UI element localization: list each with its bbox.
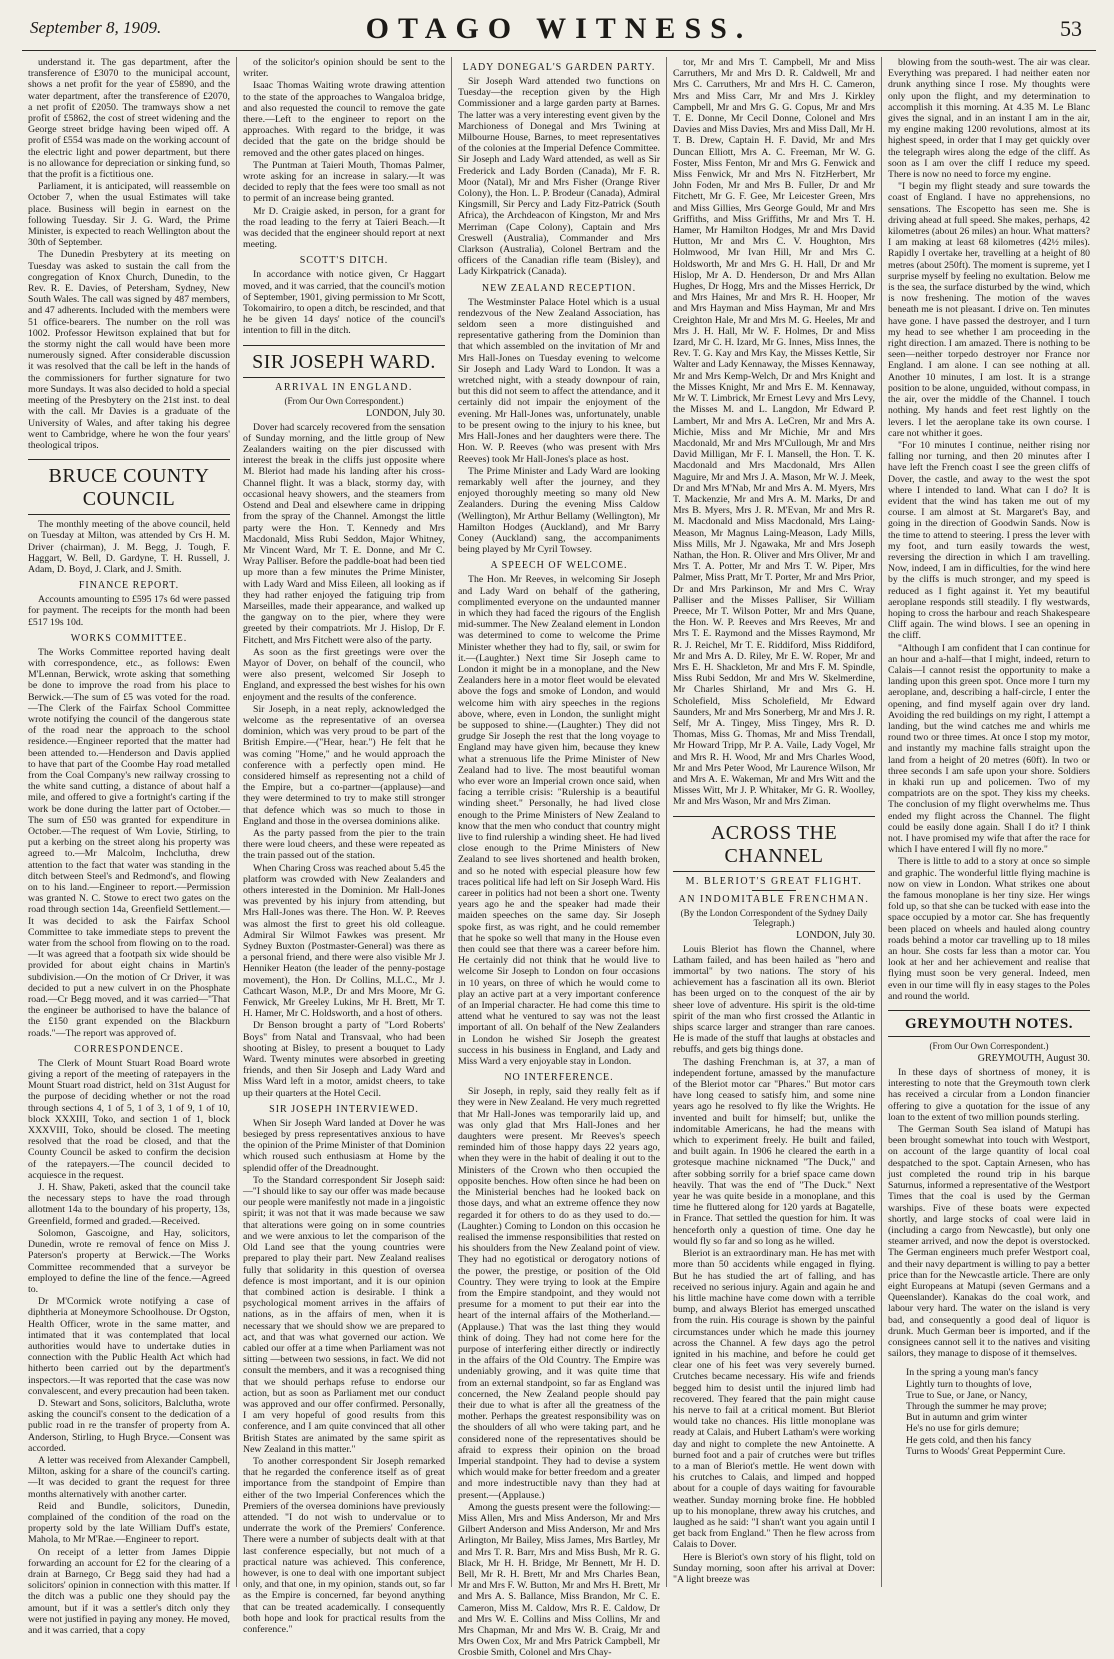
article-paragraph: blowing from the south-west. The air was clear. Everything was prepared. I had neither eaten nor drunk anything since I rose. My thoughts were only upon the flight, and my determination to accomplish it this morning. At 4.35 M. Le Blanc gives the signal, and in an instant I am in the air, my engine making 1200 revolutions, almost at its highest speed, in order that I may get quickly over the telegraph wires along the edge of the cliff. As soon as I am over the cliff I reduce my speed. There is now no need to force my engine. [888,57,1090,181]
column-3 [452,57,667,1659]
headline-text: GREYMOUTH NOTES. [904,1016,1074,1033]
article-paragraph: On receipt of a letter from James Dippie forwarding an account for £2 for the clearing of a drain at Barnego, Cr Begg said they had had a solicitors' opinion in connection with this matter. If the ditch was a public one they should pay the amount, but if it was a settler's ditch only they were not justified in paying any money. He moved, and it was carried, that a copy [28,1546,230,1636]
byline: (From Our Own Correspondent.) [284,395,404,406]
article-paragraph: Accounts amounting to £595 17s 6d were passed for payment. The receipts for the month had been £517 19s 10d. [28,594,230,628]
section-heading: A SPEECH OF WELCOME. [490,560,628,572]
article-paragraph: Sir Joseph Ward attended two functions on Tuesday—the reception given by the High Commissioner and a large garden party at Barnes. The latter was a very interesting event given by the Marchioness of Donegal and Mrs Twining at Milbourne House, Barnes, to meet representatives of the colonies at the Imperial Defence Committee. Sir Joseph and Lady Ward attended, as well as Sir Frederick and Lady Borden (Canada), Mr F. R. Moor (Natal), Mr and Mrs Fisher (Orange River Colony), the Hon. L. P. Brodeur (Canada), Admiral Kingsmill, Sir Percy and Lady Fitz-Patrick (South Africa), the Archdeacon of Kingston, Mr and Mrs Merriman (Cape Colony), Captain and Mrs Creswell (Australia), Commander and Mrs Clarkson (Australia), Colonel Bertram and the officers of the Canadian rifle team (Bisley), and Lady Kirkpatrick (Canada). [458,76,660,278]
section-heading: LADY DONEGAL'S GARDEN PARTY. [462,62,656,73]
article-paragraph: Dr M'Cormick wrote notifying a case of diphtheria at Moneymore Schoolhouse. Dr Ogston, Health Officer, wrote in the same matter, and intimated that it was contemplated that local authorities would have to undertake duties in connection with the Public Health Act which had hitherto been carried out by the department's inspectors.—It was reported that the case was now convalescent, and every precaution had been taken. [28,1296,230,1397]
verse-line: He's no use for girls demure; [906,1423,1020,1435]
section-heading: CORRESPONDENCE. [74,1043,184,1055]
verse-line: Through the summer he may prove; [906,1400,1047,1412]
article-paragraph: The Prime Minister and Lady Ward are looking remarkably well after the journey, and they enjoyed thoroughly meeting so many old New Zealanders. During the evening Miss Caldow (Wellington), Mr Arthur Bellamy (Wellington), Mr Hamilton Hodges (Auckland), and Mr Barry Coney (Auckland) sang, the accompaniments being played by Mr Cyril Towsey. [458,465,660,556]
subheading: AN INDOMITABLE FRENCHMAN. [678,893,870,905]
article-paragraph: To another correspondent Sir Joseph remarked that he regarded the conference itself as of great importance from the standpoint of Empire than either of the two Imperial Conferences which the Premiers of the oversea dominions have previously attended. "I do not wish to undervalue or to underrate the work of the Premiers' Conference. There were a number of subjects dealt with at that last conference especially, but not much of a practical nature was achieved. This conference, however, is one to deal with one important subject only, and that one, in my opinion, stands out, so far as the Empire is concerned, far beyond anything that can be treated academically. I consequently both hope and look for practical results from the conference." [243,1455,445,1635]
article-paragraph: The Clerk of Mount Stuart Road Board wrote giving a report of the meeting of ratepayers in the Mount Stuart road district, held on 31st August for the purpose of deciding whether or not the road through sections 4, 1 of 5, 1 of 3, 1 of 9, 1 of 10, block XXXIII, Toko, and section 1 of 1, block XXXVIII, Toko, should be closed. The meeting resolved that the road be closed, and that the County Council be asked to confirm the decision of the ratepayers.—The council decided to acquiesce in the request. [28,1057,230,1181]
article-paragraph: D. Stewart and Sons, solicitors, Balclutha, wrote asking the council's consent to the dedication of a public road in re the transfer of property from A. Anderson, Stirling, to Hugh Bryce.—Consent was accorded. [28,1397,230,1454]
article-paragraph: The Westminster Palace Hotel which is a usual rendezvous of the New Zealand Association, has seldom seen a more distinguished and representative gathering from the Dominion than that which assembled on the invitation of Mr and Mrs Hall-Jones on Tuesday evening to welcome Sir Joseph and Lady Ward to London. It was a wretched night, with a steady downpour of rain, but this did not seem to affect the attendance, and it certainly did not impair the enjoyment of the evening. Mr Hall-Jones was, unfortunately, unable to be present owing to the injury to his knee, but Mrs Hall-Jones and her daughters were there. The Hon. W. P. Reeves (who was present with Mrs Reeves) took Mr Hall-Jones's place as host. [458,296,660,465]
article-paragraph: Parliament, it is anticipated, will reassemble on October 7, when the usual Estimates will take place. Business will begin in earnest on the following Tuesday. Sir J. G. Ward, the Prime Minister, is expected to reach Wellington about the 30th of September. [28,181,230,249]
article-paragraph: Sir Joseph, in reply, said they really felt as if they were in New Zealand. He very much regretted that Mr Hall-Jones was temporarily laid up, and was only glad that Mrs Hall-Jones and her daughters were present. Mr Reeves's speech reminded him of those happy days 22 years ago, when they were in the habit of dealing it out to the Ministers of the Crown who then occupied the opposite benches. How often since he had been on the Ministerial benches had he looked back on those days, and what an extreme offence they now regarded it for others to do as they used to do.—(Laughter.) Coming to London on this occasion he realised the immense responsibilities that rested on his shoulders from the New Zealand point of view. They had no egotistical or derogatory notions of the power, the prestige, or position of the Old Country. They were trying to look at the Empire from the Empire standpoint, and they would not presume for a moment to put their ear into the heart of the internal affairs of the Motherland.—(Applause.) That was the last thing they would think of doing. They had not come here for the purpose of interfering either directly or indirectly in the affairs of the Old Country. The Empire was undeniably growing, and it was quite time that from an external standpoint, so far as England was concerned, the New Zealand people should pay their due to what is after all the greatness of the mother. Perhaps the greatest responsibility was on the shoulders of all who were taking part, and he considered none of the representatives should be afraid to express their opinion on the broad Imperial standpoint. They had to devise a system which would make for better freedom and a greater and more indestructible navy than they had at present.—(Applause.) [458,1086,660,1501]
article-paragraph: The Puntman at Taieri Mouth, Thomas Palmer, wrote asking for an increase in salary.—It was decided to reply that the fees were too small as not to permit of an increase being granted. [243,159,445,205]
article-paragraph: Mr D. Craigie asked, in person, for a grant for the road leading to the ferry at Taieri Beach.—It was decided that the engineer should report at next meeting. [243,205,445,251]
article-paragraph: Solomon, Gascoigne, and Hay, solicitors, Dunedin, wrote re removal of fence on Miss J. Paterson's property at Berwick.—The Works Committee recommended that a surveyor be employed to define the line of the fence.—Agreed to. [28,1227,230,1295]
column-1 [22,57,237,1636]
article-headline [243,345,445,378]
subheading: M. BLERIOT'S GREAT FLIGHT. [685,875,863,887]
article-paragraph: To the Standard correspondent Sir Joseph said:—"I should like to say our offer was made because our people were manifestly not made in a jingoistic spirit; it was not that it was made because we saw that alterations were going on in some countries and we were anxious to let the comparison of the Old Land see that the young countries were prepared to play their part. New Zealand realises fully that solidarity in this question of oversea defence is most important, and it is our opinion that combined action is desirable. I think a psychological moment arrives in the affairs of nations, as in the affairs of men, when it is necessary that we should show we are prepared to act, and that was what governed our action. We cabled our offer at a time when Parliament was not sitting —between two sessions, in fact. We did not consult the members, and it was a recognised thing that we should perhaps refuse to endorse our action, but as soon as Parliament met our conduct was approved and our offer confirmed. Personally, I am very hopeful of good results from this conference, and I am quite convinced that all other British States are animated by the same spirit as New Zealand in this matter." [243,1174,445,1455]
article-paragraph: In accordance with notice given, Cr Haggart moved, and it was carried, that the council's motion of September, 1901, giving permission to Mr Scott, Tokomairiro, to open a ditch, be rescinded, and that he be given 14 days' notice of the council's intention to fill in the ditch. [243,269,446,337]
section-heading: SIR JOSEPH INTERVIEWED. [269,1103,419,1115]
divider [752,890,796,891]
article-paragraph: of the solicitor's opinion should be sent to the writer. [243,57,445,80]
advertisement-verse [888,1367,1090,1457]
masthead [22,6,1096,51]
section-heading: NEW ZEALAND RECEPTION. [481,282,637,294]
article-paragraph: Reid and Bundle, solicitors, Dunedin, complained of the condition of the road on the property sold by the late William Duff's estate, Mahola, to Mr M'Rae.—Engineer to report. [28,1500,230,1546]
article-paragraph: Dr Benson brought a party of "Lord Roberts' Boys" from Natal and Transvaal, who had been shooting at Bisley, to present a bouquet to Lady Ward. Twenty minutes were absorbed in greeting friends, and then Sir Joseph and Lady Ward and Miss Ward left in a motor, amidst cheers, to take up their quarters at the Hotel Cecil. [243,1020,445,1099]
article-paragraph: The monthly meeting of the above council, held on Tuesday at Milton, was attended by Crs H. M. Driver (chairman), J. M. Begg, J. Tough, F. Haggart, W. Bell, D. Gardyne, T. H. Russell, J. Adam, D. Boyd, J. Clark, and J. Smith. [28,519,230,575]
subheading: ARRIVAL IN ENGLAND. [275,381,413,393]
newspaper-title: OTAGO WITNESS. [365,12,753,45]
article-paragraph: "Although I am confident that I can continue for an hour and a-half—that I might, indeed, return to Calais—I cannot resist the opportunity to make a landing upon this green spot. Once more I turn my aeroplane, and, describing a half-circle, I enter the opening, and find myself again over dry land. Avoiding the red buildings on my right, I attempt a landing, but the wind catches me and whirls me round two or three times. At once I stop my motor, and instantly my machine falls straight upon the land from a height of 20 metres (60ft). In two or three seconds I am safe upon your shore. Soldiers in khaki run up and policemen. Two of my compatriots are on the spot. They kiss my cheeks. The conclusion of my flight overwhelms me. Thus ended my flight across the Channel. The flight could be easily done again. Shall I do it? I think not. I have promised my wife that after the race for which I have entered I will fly no more." [888,642,1090,856]
headline-text: SIR JOSEPH WARD. [252,350,436,373]
article-paragraph: When Sir Joseph Ward landed at Dover he was besieged by press representatives anxious to have the opinion of the Prime Minister of that Dominion which roused such enthusiasm at Home by the splendid offer of the Dreadnought. [243,1117,445,1174]
section-heading: WORKS COMMITTEE. [70,632,188,644]
article-paragraph: The Hon. Mr Reeves, in welcoming Sir Joseph and Lady Ward on behalf of the gathering, complimented everyone on the undaunted manner in which they had faced the rigours of the English mid-summer. The New Zealand element in London was determined to come to welcome the Prime Minister whether they had to fly, sail, or swim for it.—(Laughter.) Next time Sir Joseph came to London it might be in a monoplane, and the New Zealanders here in a motor fleet would be elevated above the fogs and smoke of London, and would welcome him with airy speeches in the regions above, where, even in London, the sunlight might be supposed to shine.—(Laughter.) They did not grudge Sir Joseph the rest that the long voyage to England may have given him, because they knew what a strenuous life the Prime Minister of New Zealand had to live. The most beautiful woman who ever wore an Imperial crown once said, when facing a terrible crisis: "Rulership is a beautiful winding sheet." Personally, he had lived close enough to the Prime Ministers of New Zealand to know that the men who conduct that country might live to find rulership a winding sheet. He had lived close enough to the Prime Ministers of New Zealand to see lives shortened and health broken, and so he noted with especial pleasure how few traces political life had left on Sir Joseph Ward. His career in politics had not been a short one. Twenty years ago he and the speaker had made their maiden speeches on the same day. Sir Joseph spoke first, as was right, and he could remember that he spoke so well that many in the House even then could see that there was a career before him. He certainly did not think that he would live to welcome Sir Joseph to London on four occasions in 10 years, on three of which he would come to play an active part at a very important conference of an Imperial character. He had come this time to attend what he ventured to say was not the least important of all. On behalf of the New Zealanders in London he wished Sir Joseph the greatest success in his business in England, and Lady and Miss Ward a very enjoyable stay in London. [458,574,660,1068]
dateline: GREYMOUTH, August 30. [977,1053,1090,1065]
dateline: LONDON, July 30. [366,407,445,419]
column-5 [882,57,1096,1587]
page-number: 53 [1060,16,1082,41]
dateline: LONDON, July 30. [796,929,875,941]
article-paragraph: The German South Sea island of Matupi has been brought somewhat into touch with Westport, on account of the large quantity of local coal despatched to the spot. Captain Arnesen, who has just completed the round trip in his barque Saturnus, informed a representative of the Westport Times that the coal is used by the German warships. Five of these boats were expected shortly, and large stocks of coal were laid in (including a cargo from Newcastle), but only one steamer arrived, and now the depot is overstocked. The German engineers much prefer Westport coal, and their navy department is willing to pay a better price than for the Newcastle article. There are only eight Europeans at Matupi (seven Germans and a Queenslander). Kanakas do the coal work, and labour very hard. The water on the island is very bad, and consequently a good deal of liquor is drunk. Much German beer is imported, and if the consignees cannot sell it to the natives and visiting sailors, they manage to dispose of it themselves. [888,1124,1090,1360]
verse-line: Lightly turn to thoughts of love, [906,1378,1032,1390]
byline: (By the London Correspondent of the Sydney Daily Telegraph.) [680,907,868,928]
section-heading: NO INTERFERENCE. [504,1072,614,1084]
article-paragraph: Sir Joseph, in a neat reply, acknowledged the welcome as the representative of an oversea dominion, which was very proud to be part of the British Empire.—("Hear, hear.") He felt that he was coming "Home," and he would approach the conference with a perfectly open mind. He considered himself as representing not a child of the Empire, but a co-partner—(applause)—and they were determined to try to make still stronger that defence which was so much to those in England and those in the oversea dominions alike. [243,703,445,827]
article-paragraph: Isaac Thomas Waiting wrote drawing attention to the state of the approaches to Wangaloa bridge, and also requested the council to remove the gate there.—Left to the engineer to report on the approaches. With regard to the bridge, it was decided that the gate on the bridge should be removed and the other gates placed on hinges. [243,80,445,159]
article-paragraph: Bleriot is an extraordinary man. He has met with more than 50 accidents while engaged in flying. But he has studied the art of falling, and has received no serious injury. Again and again he and his little machine have come down with a terrible bump, and always Bleriot has emerged unscathed from the ruin. His courage is shown by the painful circumstances under which he made this journey across the Channel. A few days ago the petrol ignited in his machine, and before he could get clear one of his feet was very severely burned. Crutches became necessary. His wife and friends begged him to desist until the injured limb had recovered. They feared that the pain might cause his nerve to fail at a critical moment. But Bleriot would take no chances. His little monoplane was ready at Calais, and Hubert Latham's were working day and night to complete the new Antoinette. A burned foot and a pair of crutches were but trifles to a man of Bleriot's mettle. He went down with his crutches to Calais, and limped and hopped about for a couple of days waiting for favourable weather. Sunday morning broke fine. He hobbled up to his monoplane, threw away his crutches, and laughed as he said: "I shan't want you again until I get back from England." Then he flew across from Calais to Dover. [673,1248,875,1551]
byline: (From Our Own Correspondent.) [929,1041,1049,1052]
section-heading: SCOTT'S DITCH. [299,255,389,267]
section-heading: FINANCE REPORT. [78,580,180,592]
article-headline [888,1010,1090,1037]
verse-line: True to Sue, or Jane, or Nancy, [906,1389,1028,1401]
article-paragraph: tor, Mr and Mrs T. Campbell, Mr and Miss Carruthers, Mr and Mrs D. R. Caldwell, Mr and Mrs C. Carruthers, Mr and Mrs H. C. Cameron, Mrs and Miss Carr, Mr and Mrs J. Kirkley Campbell, Mr and Mrs G. G. Copus, Mr and Mrs T. E. Donne, Mr Cecil Donne, Colonel and Mrs Davies and Miss Davies, Mrs and Miss Dall, Mr H. T. B. Drew, Captain H. F. David, Mr and Mrs Duncan Elliott, Mrs A. C. Freeman, Mr W. G. Foster, Miss Fenton, Mr and Mrs G. Fenwick and Miss Fenwick, Mr and Mrs N. FitzHerbert, Mr John Foden, Mr and Mrs B. Fuller, Dr and Mr Fitchett, Mr G. F. Gee, Mr Leicester Green, Mrs and Miss Gillies, Mrs George Gould, Mr and Mrs Griffiths, and Miss Griffiths, Mr and Mrs T. H. Hamer, Mr Hamilton Hodges, Mr and Mrs David Hutton, Mr and Mrs C. V. Houghton, Mrs Holmwood, Mr Ivan Hill, Mr and Mrs C. Holdsworth, Mr and Mrs G. H. Hall, Dr and Mr Hislop, Mr A. D. Henderson, Dr and Mrs Allan Hughes, Dr Hogg, Mrs and the Misses Herrick, Dr and Mrs Haines, Mr and Mrs R. H. Hooper, Mr and Mrs Hayman and Miss Hayman, Mr and Mrs Creighton Hale, Mr and Mrs M. G. Heeles, Mr and Mrs J. H. Hall, Mr W. F. Holmes, Dr and Miss Izard, Mr C. H. Izard, Mr G. Innes, Miss Innes, the Rev. T. G. Kay and Mrs Kay, the Misses Kettle, Sir Walter and Lady Kennaway, the Misses Kennaway, Mr and Mrs Kemp-Welch, Dr and Mrs Knight and the Misses Knight, Mr and Mrs E. M. Kennaway, Mr W. T. Limbrick, Mr Ernest Levy and Mrs Levy, the Misses M. and L. Langdon, Mr Edward P. Lambert, Mr and Mrs A. LeCren, Mr and Mrs A. Michie, Miss and Mr Michie, Mr and Mrs Macdonald, Mr and Mrs M'Cullough, Mr and Mrs David Milligan, Mr F. I. Mansell, the Hon. T. K. Macdonald and Mrs Macdonald, Mrs Allen Maguire, Mr and Mrs J. A. Mason, Mr W. J. Meek, Dr and Mrs M'Nab, Mr and Mrs A. M. Myers, Mrs T. Mackenzie, Mr and Mrs A. M. Marks, Dr and Mrs B. Myers, Mrs J. R. M'Evan, Mr and Mrs R. M. Macdonald and Miss Macdonald, Mrs Laing-Meason, Mr Magnus Laing-Meason, Lady Mills, Miss Mills, Mr J. Ngawaka, Mr and Mrs Joseph Nathan, the Hon. R. Oliver and Mrs Oliver, Mr and Mrs T. A. Potter, Mr and Mrs T. W. Piper, Mrs Palmer, Miss Pratt, Mr T. Porter, Mr and Mrs Prior, Dr and Mrs Parkinson, Mr and Mrs C. Wray Palliser and the Misses Palliser, Sir William Preece, Mr T. Wilson Potter, Mr and Mrs Quane, the Hon. W. P. Reeves and Mrs Reeves, Mr and Mrs T. E. Raymond and the Misses Raymond, Mr R. J. Reichel, Mr T. E. Riddiford, Miss Riddiford, Mr and Mrs A. D. Riley, Mr E. W. Roper, Mr and Mrs E. H. Shackleton, Mr and Mrs F. M. Spindle, Miss Rubi Seddon, Mr and Mrs W. Skelmerdine, Mr Charles Shirland, Mr and Mrs G. H. Scholefield, Miss Scholefield, Mr Edward Saunders, Mr and Mrs Sonerberg, Mr and Mrs J. R. Self, Mr A. Tingey, Miss Tingey, Mrs R. D. Thomas, Miss G. Thomas, Mr and Miss Trendall, Mr Howard Tripp, Mr P. A. Vaile, Lady Vogel, Mr and Mrs R. H. Wood, Mr and Mrs Charles Wood, Mr and Mrs Peter Wood, Mr Laurence Wilson, Mr and Mrs A. E. Wakeman, Mr and Mrs Witt and the Misses Witt, Mr J. P. Whitaker, Mr G. R. Woolley, Mr and Mrs Wason, Mr and Mrs Ziman. [673,57,875,808]
article-paragraph: As soon as the first greetings were over the Mayor of Dover, on behalf of the council, who were also present, welcomed Sir Joseph to England, and expressed the best wishes for his own enjoyment and the results of the conference. [243,646,445,703]
article-paragraph: The Dunedin Presbytery at its meeting on Tuesday was asked to sustain the call from the congregation of Knox Church, Dunedin, to the Rev. R. E. Davies, of Petersham, Sydney, New South Wales. The call was signed by 487 members, and 47 adherents. Included with the members were 51 office-bearers. The number on the roll was 1002. Professor Hewitson explained that but for the stormy night the call would have been more numerously signed. After considerable discussion it was resolved that the call be left in the hands of the commissioners for further signature for two more Sundays. It was also decided to hold a special meeting of the Presbytery on the 21st inst. to deal with the call. Mr Davies is a graduate of the University of Wales, and after taking his degree went to Cambridge, where he won the four years' theological tripos. [28,249,230,451]
article-paragraph: In these days of shortness of money, it is interesting to note that the Greymouth town clerk has received a circular from a London financier offering to give a quotation for the issue of any loan to the extent of two million pounds sterling. [888,1067,1090,1123]
article-paragraph: understand it. The gas department, after the transference of £3070 to the municipal account, shows a net profit for the year of £5890, and the water department, after the transference of £2070, a net profit of £2050. The tramways show a net profit of £5862, the cost of street widening and the George street bridge having been wiped off. A profit of £554 was made on the working account of the electric light and power department, but there is no allowance for depreciation or sinking fund, so that the profit is a fictitious one. [28,57,230,181]
headline-text: BRUCE COUNTY COUNCIL [48,465,210,511]
article-paragraph: When Charing Cross was reached about 5.45 the platform was crowded with New Zealanders and others interested in the Dominion. Mr Hall-Jones was prevented by his injury from attending, but Mrs Hall-Jones was there. The Hon. W. P. Reeves was almost the first to greet his old colleague. Admiral Sir Wilmot Fawkes was present. Mr Sydney Buxton (Postmaster-General) was there as a personal friend, and there were also visible Mr J. Henniker Heaton (the leader of the penny-postage movement), the Hon. Dr Collins, M.L.C., Mr J. Cathcart Wason, M.P., Dr and Mrs Moore, Mr G. Fenwick, Mr Greeley Lukins, Mr H. Brett, Mr T. H. Hamer, Mr C. Holdsworth, and a host of others. [243,862,445,1020]
article-headline [28,459,230,515]
verse-line: He gets cold, and then his fancy [906,1434,1032,1446]
article-paragraph: A letter was received from Alexander Campbell, Milton, asking for a share of the council's carting.—It was decided to grant the request for three months alternatively with another carter. [28,1454,230,1500]
article-paragraph: Among the guests present were the following:—Miss Allen, Mrs and Miss Anderson, Mr and Mrs Gilbert Anderson and Miss Anderson, Mr and Mrs Arlington, Mr Bailey, Miss James, Mrs Bartley, Mr and Mrs T. R. Barr, Mrs and Miss Bush, Mr R. G. Black, Mr H. H. Bridge, Mr Bennett, Mr H. D. Bell, Mr R. H. Brett, Mr and Mrs Charles Bean, Mr and Mrs F. W. Button, Mr and Mrs H. Brett, Mr and Mrs A. S. Ballance, Miss Brandon, Mr C. E. Cameron, Miss M. Caldow, Mrs R. E. Caldow, Dr and Mrs W. E. Collins and Miss Collins, Mr and Mrs Chapman, Mr and Mrs W. B. Craig, Mr and Mrs Owen Cox, Mr and Mrs Patrick Campbell, Mr Crosbie Smith, Colonel and Mrs Chay- [458,1501,660,1659]
issue-date: September 8, 1909. [30,18,162,37]
article-paragraph: J. H. Shaw, Paketi, asked that the council take the necessary steps to have the road through allotment 14a to the boundary of his property, 13s, Greenfield, formed and graded.—Received. [28,1182,230,1227]
article-paragraph: "For 10 minutes I continue, neither rising nor falling nor turning, and then 20 minutes after I have left the French coast I see the green cliffs of Dover, the castle, and away to the west the spot where I intended to land. What can I do? It is evident that the wind has taken me out of my course. I am almost at St. Margaret's Bay, and going in the direction of Goodwin Sands. Now is the time to attend to steering. I press the lever with my foot, and turn easily towards the west, reversing the direction in which I am travelling. Now, indeed, I am in difficulties, for the wind here by the cliffs is much stronger, and my speed is reduced as I fight against it. Yet my beautiful aeroplane responds still steadily. I fly westwards, hoping to cross the harbour and reach Shakespeare Cliff again. The wind blows. I see an opening in the cliff. [888,439,1090,642]
article-headline [673,816,875,872]
article-paragraph: As the party passed from the pier to the train there were loud cheers, and these were repeated as the train passed out of the station. [243,827,445,862]
column-4 [667,57,882,1587]
column-2 [237,57,452,1635]
article-paragraph: Dover had scarcely recovered from the sensation of Sunday morning, and the little group of New Zealanders waiting on the pier discussed with interest the break in the cliffs just opposite where M. Bleriot had made his landing after his cross-Channel flight. It was a black, stormy day, with occasional heavy showers, and the steamers from Ostend and Deal and elsewhere came in dripping from the spray of the Channel. Amongst the little party were the Hon. T. Kennedy and Mrs Macdonald, Miss Rubi Seddon, Major Whitney, Mr Vincent Ward, Mr T. E. Donne, and Mr C. Wray Palliser. Before the paddle-boat had been tied up more than a few minutes the Prime Minister, with Lady Ward and Miss Eileen, all looking as if they had rather enjoyed the fatiguing trip from Marseilles, made their appearance, and walked up the gangway on to the pier, where they were greeted by their compatriots. Mr J. Hislop, Dr F. Fitchett, and Mrs Fitchett were also of the party. [243,421,445,646]
article-paragraph: "I begin my flight steady and sure towards the coast of England. I have no apprehensions, no sensations. The Escopetto has seen me. She is driving ahead at full speed. She makes, perhaps, 42 kilometres (about 26 miles) an hour. What matters? I am making at least 68 kilometres (42½ miles). Rapidly I overtake her, travelling at a height of 80 metres (about 250ft). The moment is supreme, yet I surprise myself by feeling no exultation. Below me is the sea, the surface disturbed by the wind, which is now freshening. The motion of the waves beneath me is not pleasant. I drive on. Ten minutes have gone. I have passed the destroyer, and I turn my head to see whether I am proceeding in the right direction. I am amazed. There is nothing to be seen—neither torpedo destroyer nor France nor England. I am alone. I can see nothing at all. Another 10 minutes, I am lost. It is a strange position to be alone, unguided, without compass, in the air, over the middle of the Channel. I touch nothing. My hands and feet rest lightly on the levers. I let the aeroplane take its own course. I care not whither it goes. [888,181,1090,439]
article-paragraph: Louis Bleriot has flown the Channel, where Latham failed, and has been hailed as "hero and immortal" by two nations. The story of his achievement has a fascination all its own. Bleriot has been urged on to the conquest of the air by sheer love of adventure. His spirit is the old-time spirit of the man who first crossed the Atlantic in ships scarce larger and stranger than rare canoes. He is made of the stuff that laughs at obstacles and rebuffs, and gets big things done. [673,943,875,1056]
headline-text: ACROSS THE CHANNEL [710,821,838,867]
verse-line: But in autumn and grim winter [906,1412,1028,1424]
article-paragraph: The Works Committee reported having dealt with correspondence, etc., as follows: Ewen M'Lennan, Berwick, wrote asking that something be done to improve the road from his place to Berwick.—The sum of £5 was voted for the road.—The Clerk of the Fairfax School Committee wrote notifying the council of the dangerous state of the road near the approach to the school residence.—Engineer reported that the matter had been attended to.—Henderson and Davis applied to have that part of the Coombe Hay road metalled from the Coal Company's new railway crossing to the white sand cutting, a distance of about half a mile, and offered to give a fortnight's carting if the work be done during the latter part of October.—The sum of £50 was granted for expenditure in October.—The request of Wm Lovie, Stirling, to put a kerbing on the street along his property was agreed to.—Mr Malcolm, Inchclutha, drew attention to the fact that water was standing in the ditch between Steel's and Redmond's, and flowing on to his land.—Engineer to report.—Permission was granted N. C. Stowe to erect two gates on the road through section 14a, Greenfield Settlement.—It was decided to ask the Fairfax School Committee to take immediate steps to prevent the water from the school from flowing on to the road.—It was agreed that a footpath six wide should be provided for about eight chains in Martin's subdivision.—On the motion of Cr Driver, it was decided to put a new culvert in on the Phosphate road.—Cr Begg moved, and it was carried—"That the engineer be authorised to have the balance of the £150 grant expended on the Blackburn roads."—The report was approved of. [28,646,230,1039]
article-paragraph: There is little to add to a story at once so simple and graphic. The wonderful little flying machine is now on view in London. What strikes one about the famous monoplane is her tiny size. Her wings fold up, so that she can be tucked with ease into the space occupied by a motor car. She has frequently been placed on wheels and hauled along country roads behind a motor car travelling up to 18 miles an hour. She costs far less than a motor car. You look at her and her achievement and realise that flying must soon be very general. Indeed, men even in our time will fly in easy stages to the Poles and round the world. [888,856,1090,1002]
article-paragraph: Here is Bleriot's own story of his flight, told on Sunday morning, soon after his arrival at Dover: "A light breeze was [673,1551,875,1585]
article-paragraph: The dashing Frenchman is, at 37, a man of independent fortune, amassed by the manufacture of the Bleriot motor car "Phares." But motor cars have long ceased to satisfy him, and some nine years ago he resolved to fly like the Wrights. He invented and built for himself; but, unlike the indomitable Americans, he had the means with which to experiment freely. He built and failed, and built again. In 1906 he cleared the earth in a grotesque machine nicknamed "The Duck," and after sobbing sorrily for a brief space came down heavily. That was the end of "The Duck." Next year he was quite beside in a monoplane, and this time he fluttered along for 120 yards at Bagatelle, in France. That settled the question for him. It was henceforth only a question of time. One day he would fly so far and so long as he willed. [673,1056,875,1247]
verse-line: In the spring a young man's fancy [906,1367,1039,1379]
verse-line: Turns to Woods' Great Peppermint Cure. [906,1445,1066,1457]
columns [22,57,1096,1659]
